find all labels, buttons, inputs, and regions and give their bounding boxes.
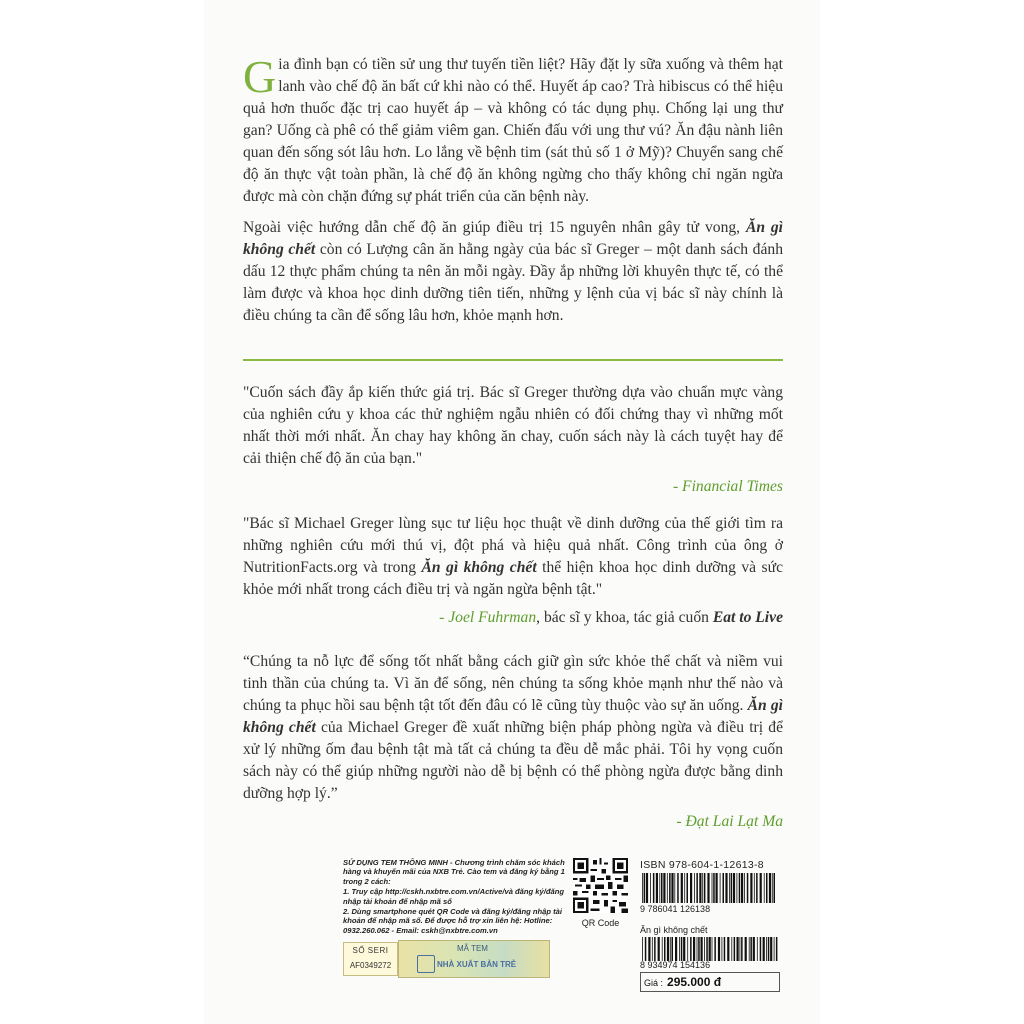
price-barcode-digits: 8 934974 154136 [640, 960, 711, 970]
intro-paragraph-1 [243, 51, 783, 208]
quote-dalai-lama [243, 651, 783, 833]
quote-joel-fuhrman [243, 513, 783, 629]
scratch-stamp[interactable] [398, 940, 550, 978]
quote-financial-times [243, 382, 783, 498]
quote-2-author: - Joel Fuhrman [439, 609, 537, 626]
quote-1-attribution: - Financial Times [672, 478, 783, 495]
intro-paragraph-2 [243, 217, 783, 327]
book-title-ref: Ăn gì không chết [243, 697, 783, 736]
stamp-publisher: NHÀ XUẤT BẢN TRẺ [437, 960, 517, 969]
isbn-number: ISBN 978-604-1-12613-8 [640, 859, 764, 871]
quote-2-book: Eat to Live [712, 609, 783, 626]
quote-2-attribution [243, 607, 783, 629]
sticker-header: SỬ DỤNG TEM THÔNG MINH - Chương trình chăm sóc khách hàng và khuyến mãi của NXB Trẻ. Cào tem và đăng ký bằng 1 trong 2 cách: [343, 858, 565, 886]
qr-code-label: QR Code [581, 918, 620, 928]
book-title-ref: Ăn gì không chết [421, 559, 537, 576]
drop-cap: G [243, 51, 277, 102]
quote-3-attribution: - Đạt Lai Lạt Ma [676, 813, 783, 830]
intro-p2-part-b: còn có Lượng cân ăn hằng ngày của bác sĩ Greger – một danh sách đánh dấu 12 thực phẩm chúng ta nên ăn mỗi ngày. Đầy ắp những lời khuyên thực tế, có thể làm được và khoa học dinh dưỡng tiên tiến, những y lệnh của vị bác sĩ này chính là điều chúng ta cần để sống lâu hơn, khỏe mạnh hơn. [243, 241, 783, 324]
intro-paragraph-1-text: ia đình bạn có tiền sử ung thư tuyến tiền liệt? Hãy đặt ly sữa xuống và thêm hạt lanh vào chế độ ăn bất cứ khi nào có thể. Huyết áp cao? Trà hibiscus có thể hiệu quả hơn thuốc đặc trị cao huyết áp – và không có tác dụng phụ. Chống lại ung thư gan? Uống cà phê có thể giảm viêm gan. Chiến đấu với ung thư vú? Ăn đậu nành liên quan đến sống sót lâu hơn. Lo lắng về bệnh tim (sát thủ số 1 ở Mỹ)? Chuyển sang chế độ ăn thực vật toàn phần, là chế độ ăn không ngừng cho thấy không chỉ ngăn ngừa được mà còn chặn đứng sự phát triển của căn bệnh này. [243, 56, 783, 205]
intro-text [243, 51, 783, 336]
quote-1-text: "Cuốn sách đầy ắp kiến thức giá trị. Bác sĩ Greger thường dựa vào chuẩn mực vàng của nghiên cứu y khoa các thử nghiệm ngẫu nhiên có đối chứng thay vì những mốt nhất thời mới nhất. Ăn chay hay không ăn chay, cuốn sách này là cách tuyệt hay để cải thiện chế độ ăn của bạn." [243, 384, 783, 467]
isbn-barcode-digits: 9 786041 126138 [640, 904, 711, 914]
serial-label: SỐ SERI [352, 946, 389, 955]
sticker-step-2: 2. Dùng smartphone quét QR Code và đăng ký/đăng nhập tài khoản để nhập mã số. Để được hỗ trợ xin liên hệ: Hotline: 0932.260.062 - Email: cskh@nxbtre.com.vn [343, 907, 562, 935]
price-value: 295.000 đ [667, 975, 722, 989]
barcode-book-name: Ăn gì không chết [640, 925, 708, 935]
publisher-logo-icon [417, 955, 435, 973]
quote-2-author-role: , bác sĩ y khoa, tác giả cuốn [536, 609, 713, 626]
quote-3-part-a: “Chúng ta nỗ lực để sống tốt nhất bằng cách giữ gìn sức khỏe thể chất và niềm vui tinh thần của chúng ta. Vì ăn để sống, nên chúng ta sống khỏe mạnh như thế nào và chúng ta phục hồi sau bệnh tật tốt đến đâu có lẽ cũng tùy thuộc vào sự ăn uống. [243, 653, 783, 714]
quote-2-part-b: thể hiện khoa học dinh dưỡng và sức khỏe mới nhất trong cách điều trị và ngăn ngừa bệnh tật." [243, 559, 783, 598]
price-label: Giá : [644, 978, 664, 988]
intro-p2-part-a: Ngoài việc hướng dẫn chế độ ăn giúp điều trị 15 nguyên nhân gây tử vong, [243, 219, 746, 236]
book-title-ref: Ăn gì không chết [243, 219, 783, 258]
serial-number-box [343, 942, 398, 976]
isbn-barcode-icon [640, 873, 780, 903]
qr-code-icon[interactable] [573, 858, 628, 913]
quote-3-text [243, 651, 783, 805]
quote-2-text [243, 513, 783, 601]
price-barcode-icon [640, 937, 780, 961]
serial-value: AF0349272 [349, 961, 392, 970]
quote-2-part-a: "Bác sĩ Michael Greger lùng sục tư liệu học thuật về dinh dưỡng của thế giới tìm ra những nghiên cứu mới thú vị, đột phá và hiệu quả nhất. Công trình của ông ở NutritionFacts.org và trong [243, 515, 783, 576]
smart-stamp-instructions [343, 858, 568, 936]
green-divider [243, 359, 783, 361]
price-box [640, 972, 780, 992]
stamp-label: MÃ TEM [457, 944, 488, 953]
quote-3-part-b: của Michael Greger đề xuất những biện pháp phòng ngừa và điều trị để xử lý những ốm đau bệnh tật mà tất cả chúng ta đều dễ mắc phải. Tôi hy vọng cuốn sách này có thể giúp những người nào dễ bị bệnh có thể phòng ngừa được bằng dinh dưỡng hợp lý.” [243, 719, 783, 802]
sticker-step-1: 1. Truy cập http://cskh.nxbtre.com.vn/Active/và đăng ký/đăng nhập tài khoản để nhập mã số [343, 887, 564, 906]
